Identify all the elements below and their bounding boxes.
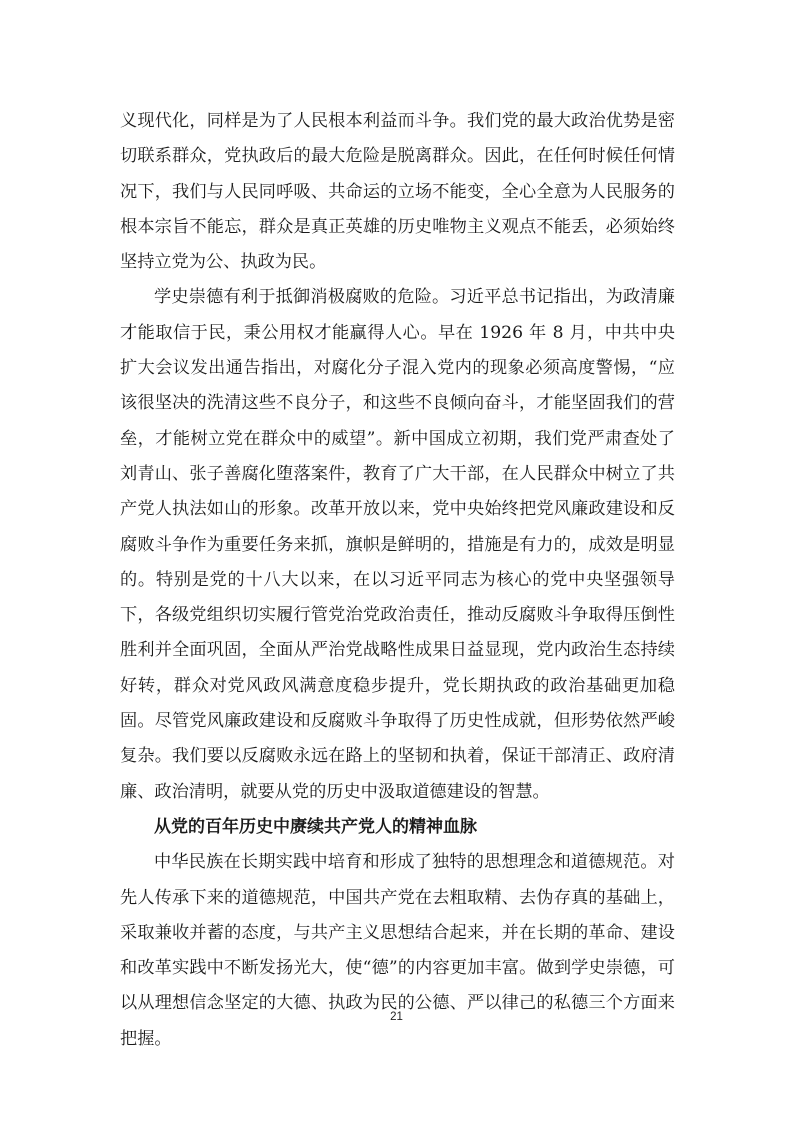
- paragraph-moral-norms: 中华民族在长期实践中培育和形成了独特的思想理念和道德规范。对先人传承下来的道德规范，中国共产党在去粗取精、去伪存真的基础上，采取兼收并蓄的态度，与共产主义思想结合起来，并在长期的革命、建设和改革实践中不断发扬光大，使“德”的内容更加丰富。做到学史崇德，可以从理想信念坚定的大德、执政为民的公德、严以律己的私德三个方面来把握。: [120, 852, 675, 1049]
- body-text: [120, 104, 675, 1057]
- section-heading: 从党的百年历史中赓续共产党人的精神血脉: [154, 816, 477, 837]
- paragraph-continuation: 义现代化，同样是为了人民根本利益而斗争。我们党的最大政治优势是密切联系群众，党执政后的最大危险是脱离群众。因此，在任何时候任何情况下，我们与人民同呼吸、共命运的立场不能变，全心全意为人民服务的根本宗旨不能忘，群众是真正英雄的历史唯物主义观点不能丢，必须始终坚持立党为公、执政为民。: [120, 111, 675, 273]
- page-number: 21: [390, 1011, 403, 1023]
- paragraph-anti-corruption: 学史崇德有利于抵御消极腐败的危险。习近平总书记指出，为政清廉才能取信于民，秉公用权才能赢得人心。早在 1926 年 8 月，中共中央扩大会议发出通告指出，对腐化分子混入党内的现象必须高度警惕，“应该很坚决的洗清这些不良分子，和这些不良倾向奋斗，才能坚固我们的营垒，才能树立党在群众中的威望”。新中国成立初期，我们党严肃查处了刘青山、张子善腐化堕落案件，教育了广大干部，在人民群众中树立了共产党人执法如山的形象。改革开放以来，党中央始终把党风廉政建设和反腐败斗争作为重要任务来抓，旗帜是鲜明的，措施是有力的，成效是明显的。特别是党的十八大以来，在以习近平同志为核心的党中央坚强领导下，各级党组织切实履行管党治党政治责任，推动反腐败斗争取得压倒性胜利并全面巩固，全面从严治党战略性成果日益显现，党内政治生态持续好转，群众对党风政风满意度稳步提升，党长期执政的政治基础更加稳固。尽管党风廉政建设和反腐败斗争取得了历史性成就，但形势依然严峻复杂。我们要以反腐败永远在路上的坚韧和执着，保证干部清正、政府清廉、政治清明，就要从党的历史中汲取道德建设的智慧。: [120, 287, 675, 802]
